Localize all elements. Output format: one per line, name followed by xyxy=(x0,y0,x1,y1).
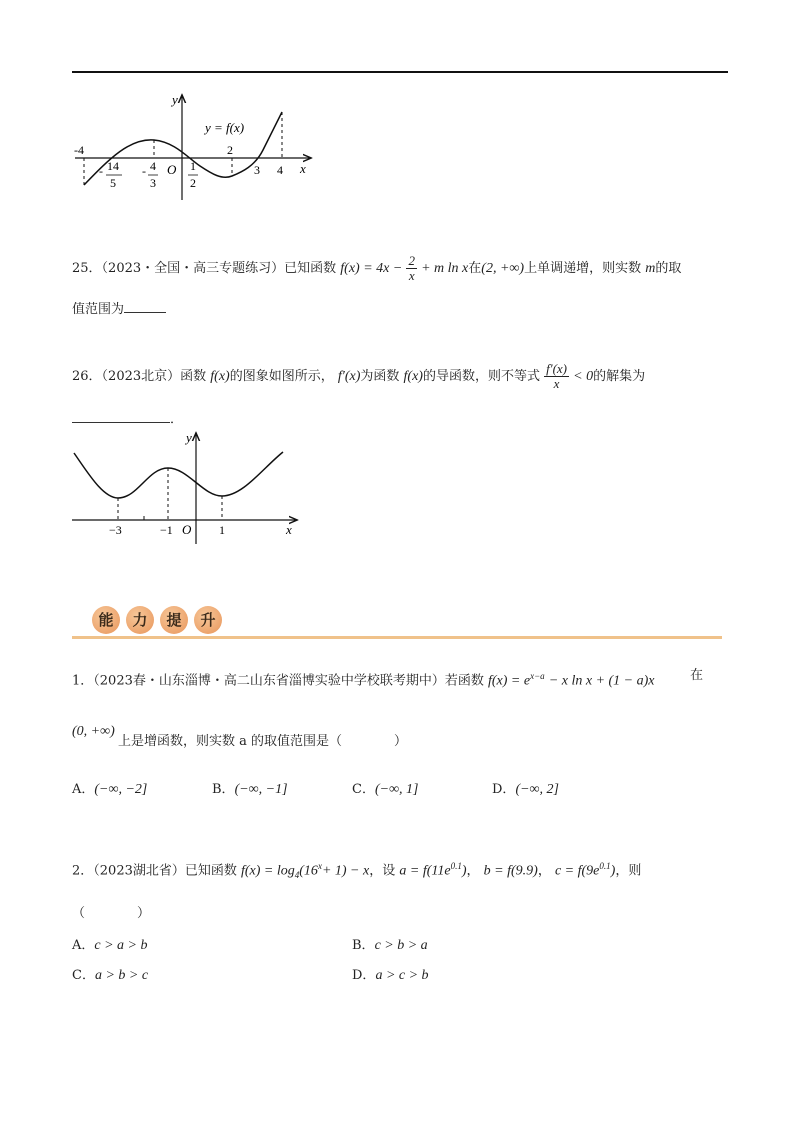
p1-line2: 上是增函数，则实数 a 的取值范围是（ ） xyxy=(118,734,408,749)
tick-neg-a: - xyxy=(99,164,103,178)
p2-sep2: ， xyxy=(537,863,551,879)
p2-sub: 4 xyxy=(294,869,300,880)
p1-option-d[interactable] xyxy=(492,778,559,798)
question-25 xyxy=(72,254,681,283)
banner-char-3: 提 xyxy=(160,606,188,634)
p2-option-c[interactable] xyxy=(72,964,148,984)
tick-m1: −1 xyxy=(160,523,173,537)
origin-label: O xyxy=(167,162,177,177)
tick-4: 4 xyxy=(277,163,283,177)
p2-sep1: ， xyxy=(466,863,480,879)
p2-c-sup: 0.1 xyxy=(599,861,611,871)
tick-5: 5 xyxy=(110,176,116,190)
question-25-line2 xyxy=(72,300,166,320)
p1-prefix: 1．（2023春・山东淄博・高二山东省淄博实验中学校联考期中）若函数 xyxy=(72,673,484,689)
curve xyxy=(84,112,282,185)
tick-3: 3 xyxy=(254,163,260,177)
q26-f3: f(x) xyxy=(403,369,423,384)
p1-option-b-label: B． xyxy=(212,782,235,797)
q26-f1: f(x) xyxy=(210,369,230,384)
p2-a-end: ) xyxy=(461,863,467,879)
graph-2 xyxy=(68,428,308,548)
func-label: y = f(x) xyxy=(205,120,245,135)
p1-func: f(x) = e xyxy=(488,673,531,689)
p2-a: a = f(11e xyxy=(399,863,451,879)
tick-2: 2 xyxy=(227,143,233,157)
p2-option-d-text: a > c > b xyxy=(375,968,429,983)
q26-t3: 的导函数，则不等式 xyxy=(422,369,540,384)
y-label: y xyxy=(172,92,178,107)
p2-option-b[interactable] xyxy=(352,934,428,954)
problem-2 xyxy=(72,856,641,885)
q25-end: 的取 xyxy=(655,261,682,276)
q25-answer-blank[interactable] xyxy=(124,300,166,313)
p1-option-b[interactable] xyxy=(212,778,288,798)
x-label: x xyxy=(300,161,306,176)
q25-frac-num: 2 xyxy=(408,253,415,268)
p2-func: f(x) = log xyxy=(241,863,295,879)
q25-frac-den: x xyxy=(408,268,415,283)
q25-func-tail: + m ln x xyxy=(421,261,469,276)
p2-option-d[interactable] xyxy=(352,964,429,984)
p2-b: b = f(9.9) xyxy=(483,863,538,879)
p1-option-a-text: (−∞, −2] xyxy=(94,782,148,797)
problem-1 xyxy=(72,666,704,691)
q26-f2: f′(x) xyxy=(337,369,361,384)
p2-option-d-label: D． xyxy=(352,968,376,983)
top-rule xyxy=(72,71,728,73)
p2-option-b-label: B． xyxy=(352,938,375,953)
tick-half-d: 2 xyxy=(190,176,196,190)
p1-option-c-text: (−∞, 1] xyxy=(374,782,419,797)
p2-paren: （ ） xyxy=(72,906,151,921)
p2-option-a-text: c > a > b xyxy=(94,938,148,953)
q26-t1: 的图象如图所示， xyxy=(229,369,334,384)
p1-sup: x−a xyxy=(530,671,545,681)
tick-14: 14 xyxy=(107,159,119,173)
problem-1-line2 xyxy=(72,722,115,742)
tick-m3: −3 xyxy=(109,523,122,537)
q25-line2: 值范围为 xyxy=(72,302,125,317)
problem-2-paren xyxy=(72,904,150,924)
tick-3b: 3 xyxy=(150,176,156,190)
p2-sup: x xyxy=(317,861,322,871)
tick-4b: 4 xyxy=(150,159,156,173)
q25-func: f(x) = 4x − xyxy=(340,261,403,276)
banner-char-1: 能 xyxy=(92,606,120,634)
q25-mid: 在 xyxy=(468,261,482,276)
q26-t4: 的解集为 xyxy=(593,369,646,384)
p2-option-a[interactable] xyxy=(72,934,148,954)
p1-func-tail: − x ln x + (1 − a)x xyxy=(548,673,655,689)
p2-option-a-label: A． xyxy=(72,938,95,953)
q25-var: m xyxy=(645,261,656,276)
p1-option-b-text: (−∞, −1] xyxy=(234,782,288,797)
q26-answer-blank[interactable] xyxy=(72,410,170,423)
q25-interval: (2, +∞) xyxy=(481,261,525,276)
q26-frac-den: x xyxy=(553,376,560,391)
p1-interval: (0, +∞) xyxy=(72,724,115,739)
x-label-2: x xyxy=(286,522,292,537)
p2-t2: ，则 xyxy=(615,863,642,879)
q25-frac xyxy=(406,254,417,283)
p2-func-end: + 1) − x xyxy=(321,863,370,879)
tick-m4: -4 xyxy=(74,143,84,157)
y-label-2: y xyxy=(186,430,192,445)
p2-c-end: ) xyxy=(610,863,616,879)
p1-option-a[interactable] xyxy=(72,778,147,798)
p2-option-c-text: a > b > c xyxy=(94,968,149,983)
problem-1-line3 xyxy=(118,732,407,752)
banner-char-4: 升 xyxy=(194,606,222,634)
p2-option-b-text: c > b > a xyxy=(374,938,428,953)
p2-a-sup: 0.1 xyxy=(450,861,462,871)
q26-prefix: 26．（2023北京）函数 xyxy=(72,369,207,384)
p1-option-c[interactable] xyxy=(352,778,419,798)
q25-suffix: 上单调递增，则实数 xyxy=(524,261,642,276)
p2-prefix: 2．（2023湖北省）已知函数 xyxy=(72,863,237,879)
banner-char-2: 力 xyxy=(126,606,154,634)
graph-1 xyxy=(70,88,320,203)
q26-t2: 为函数 xyxy=(360,369,400,384)
q26-frac xyxy=(544,362,569,391)
tick-neg-b: - xyxy=(142,164,146,178)
p2-c: c = f(9e xyxy=(554,863,600,879)
p1-option-c-label: C． xyxy=(352,782,375,797)
p2-func-tail: (16 xyxy=(299,863,318,879)
q26-frac-num: f′(x) xyxy=(546,361,568,376)
p1-end: 在 xyxy=(690,668,704,683)
curve-2 xyxy=(74,452,283,498)
q26-period: ． xyxy=(170,412,184,427)
origin-label-2: O xyxy=(182,522,192,537)
p1-option-a-label: A． xyxy=(72,782,95,797)
tick-1: 1 xyxy=(219,523,225,537)
tick-half-n: 1 xyxy=(190,159,196,173)
p1-option-d-label: D． xyxy=(492,782,516,797)
question-26-line2 xyxy=(72,410,183,430)
p1-option-d-text: (−∞, 2] xyxy=(515,782,559,797)
q26-ineq: < 0 xyxy=(573,369,594,384)
section-divider xyxy=(72,636,722,639)
p2-t1: ，设 xyxy=(369,863,396,879)
p2-option-c-label: C． xyxy=(72,968,95,983)
question-26 xyxy=(72,362,645,391)
q25-prefix: 25．（2023・全国・高三专题练习）已知函数 xyxy=(72,261,337,276)
